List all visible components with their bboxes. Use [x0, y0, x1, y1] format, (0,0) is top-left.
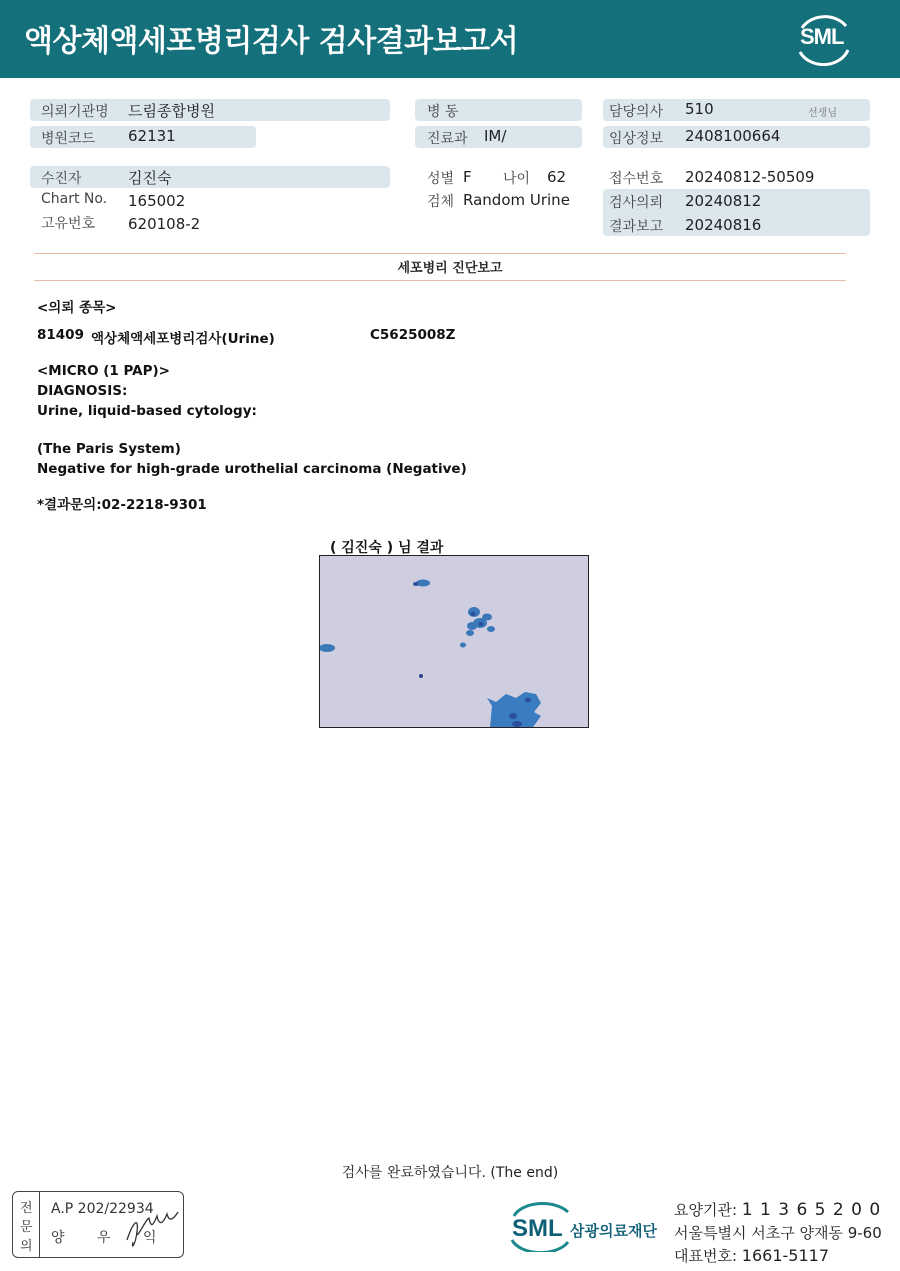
uid-value: 620108-2	[128, 215, 201, 233]
report-label: 결과보고	[609, 219, 664, 235]
stamp-char-3: 의	[20, 1239, 33, 1254]
footer-phone-label: 대표번호:	[674, 1247, 738, 1265]
result-contact: *결과문의:02-2218-9301	[37, 497, 207, 513]
requester-value: 드림종합병원	[128, 102, 215, 120]
footer-address: 서울특별시 서초구 양재동 9-60	[674, 1224, 882, 1242]
hospital-code-value: 62131	[128, 127, 176, 145]
diagnosis-heading: DIAGNOSIS:	[37, 383, 128, 399]
dept-value: IM/	[484, 127, 507, 145]
sex-value: F	[463, 168, 472, 186]
doctor-value: 510	[685, 100, 714, 118]
report-title: 액상체액세포병리검사 검사결과보고서	[24, 24, 519, 59]
item-code: 81409	[37, 327, 84, 343]
pathologist-stamp	[12, 1191, 184, 1258]
end-text: 검사를 완료하였습니다. (The end)	[341, 1165, 559, 1181]
section-title: 세포병리 진단보고	[397, 261, 503, 276]
report-date: 20240816	[685, 216, 762, 234]
image-caption: ( 김진숙 ) 님 결과	[330, 540, 444, 556]
stamp-char-2: 문	[20, 1220, 33, 1235]
requester-label: 의뢰기관명	[41, 104, 109, 120]
clinical-value: 2408100664	[685, 127, 781, 145]
sml-logo-text: SML	[800, 24, 844, 49]
doctor-suffix: 선생님	[808, 108, 837, 119]
patient-value: 김진숙	[128, 169, 172, 187]
hospital-code-label: 병원코드	[41, 131, 96, 147]
items-heading: <의뢰 종목>	[37, 300, 117, 316]
dept-label: 진료과	[427, 131, 468, 147]
footer-phone: 1661-5117	[741, 1246, 830, 1265]
item-name: 액상체액세포병리검사(Urine)	[91, 331, 275, 347]
footer-phone-line	[674, 1245, 829, 1266]
request-label: 검사의뢰	[609, 195, 664, 211]
stamp-title-column	[13, 1192, 40, 1257]
sex-label: 성별	[427, 171, 455, 187]
specimen-value: Random Urine	[463, 191, 570, 209]
diagnosis-method: Urine, liquid-based cytology:	[37, 403, 257, 419]
footer-org-name: 삼광의료재단	[570, 1222, 657, 1240]
microscopy-image	[319, 555, 589, 728]
section-rule-bottom	[34, 280, 846, 281]
chart-value: 165002	[128, 192, 186, 210]
specimen-label: 검체	[427, 194, 455, 210]
item-id: C5625008Z	[370, 327, 456, 343]
footer-care-label: 요양기관:	[674, 1201, 738, 1219]
ward-label: 병 동	[427, 104, 459, 120]
micro-heading: <MICRO (1 PAP)>	[37, 363, 170, 379]
uid-label: 고유번호	[41, 216, 96, 232]
receipt-label: 접수번호	[609, 171, 664, 187]
footer-care-line	[674, 1199, 881, 1220]
age-label: 나이	[503, 171, 531, 187]
receipt-value: 20240812-50509	[685, 168, 815, 186]
doctor-label: 담당의사	[609, 104, 664, 120]
footer-care-number: 1 1 3 6 5 2 0 0	[741, 1200, 882, 1220]
stamp-char-1: 전	[20, 1201, 33, 1216]
clinical-label: 임상정보	[609, 131, 664, 147]
signature-icon	[123, 1202, 181, 1252]
chart-label: Chart No.	[41, 191, 108, 207]
section-rule-top	[34, 253, 846, 254]
request-date: 20240812	[685, 192, 762, 210]
age-value: 62	[547, 168, 567, 186]
patient-band	[30, 166, 390, 188]
paris-system: (The Paris System)	[37, 441, 181, 457]
stamp-pathologist-name: 양 우 익	[51, 1230, 171, 1246]
diagnosis-result: Negative for high-grade urothelial carcinoma (Negative)	[37, 461, 467, 477]
footer-logo-text: SML	[512, 1215, 563, 1242]
stamp-ap-number: A.P 202/22934	[51, 1201, 154, 1217]
patient-label: 수진자	[41, 171, 82, 187]
